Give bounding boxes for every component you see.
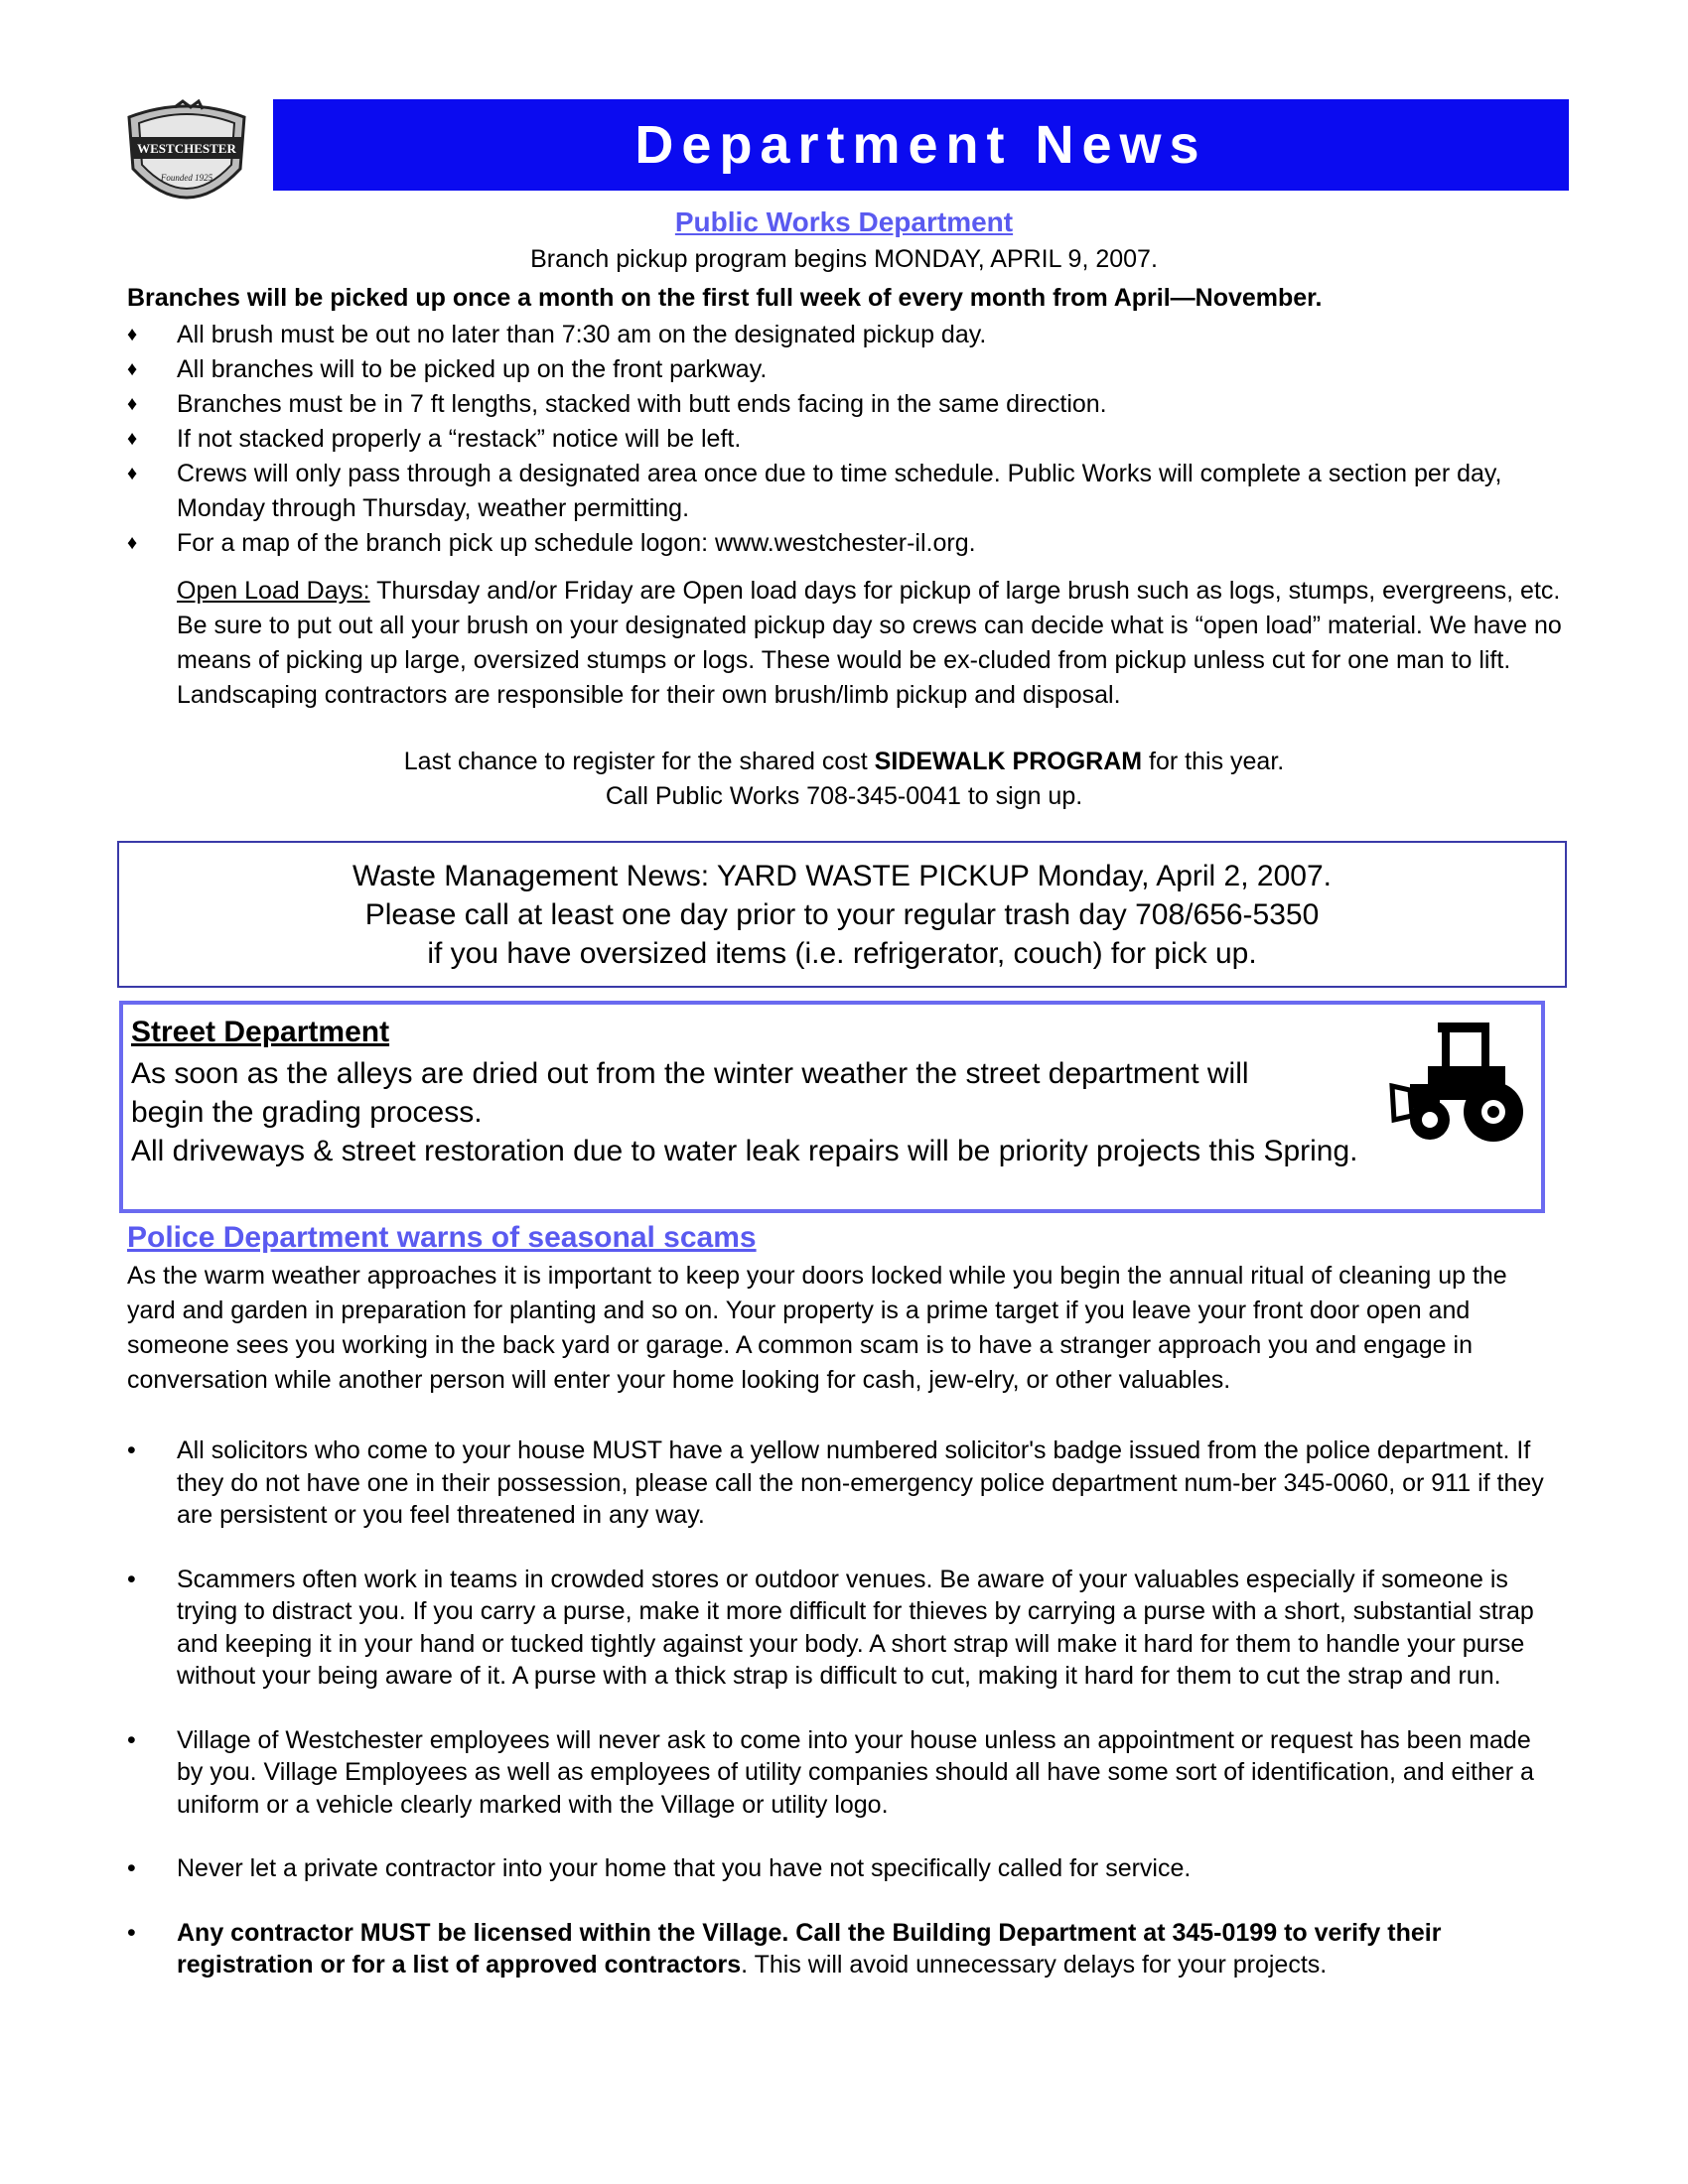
- sidewalk-program-name: SIDEWALK PROGRAM: [874, 748, 1143, 775]
- tractor-icon: [1388, 1017, 1527, 1148]
- police-department-title: Police Department warns of seasonal scams: [127, 1221, 757, 1254]
- waste-line: Please call at least one day prior to your regular trash day 708/656-5350: [364, 897, 1320, 931]
- diamond-bullet-icon: ♦: [127, 532, 138, 554]
- list-item-text: All solicitors who come to your house MUST have a yellow numbered solicitor's badge issued from the police department. If they do not have one in their possession, please call the non-emergency police department num-ber 345-0060, or 911 if they are persistent or you feel threatened in any way.: [177, 1436, 1544, 1529]
- list-item: [127, 387, 1557, 422]
- list-item: [127, 1724, 1557, 1822]
- bullet-icon: •: [127, 1436, 136, 1464]
- open-load-paragraph: [177, 574, 1567, 713]
- list-item: [127, 1852, 1557, 1885]
- police-tips-list: [127, 1434, 1557, 2013]
- list-item: [127, 457, 1557, 526]
- diamond-bullet-icon: ♦: [127, 358, 138, 380]
- list-item-text: . This will avoid unnecessary delays for your projects.: [741, 1951, 1328, 1979]
- diamond-bullet-icon: ♦: [127, 463, 138, 484]
- logo-subtext: Founded 1925: [160, 173, 213, 183]
- sidewalk-text: Last chance to register for the shared cost: [403, 748, 875, 775]
- list-item-text: All brush must be out no later than 7:30 am on the designated pickup day.: [177, 321, 987, 348]
- village-logo: [117, 99, 256, 216]
- list-item: [127, 526, 1557, 561]
- list-item: [127, 1564, 1557, 1693]
- waste-management-box: [117, 841, 1567, 988]
- list-item-text: All branches will to be picked up on the front parkway.: [177, 355, 768, 383]
- branch-schedule: Branches will be picked up once a month on the first full week of every month from April—November.: [127, 284, 1323, 312]
- waste-line: Waste Management News: YARD WASTE PICKUP Monday, April 2, 2007.: [352, 859, 1332, 892]
- bullet-icon: •: [127, 1854, 136, 1882]
- waste-line: if you have oversized items (i.e. refrigerator, couch) for pick up.: [427, 936, 1257, 970]
- public-works-phone: Call Public Works 708-345-0041 to sign up.: [605, 782, 1083, 810]
- sidewalk-program-line: [0, 748, 1688, 776]
- page-title: Department News: [273, 99, 1569, 191]
- police-intro: As the warm weather approaches it is important to keep your doors locked while you begin the annual ritual of cleaning up the yard and garden in preparation for planting and so on. Your property is a prime target if you leave your front door open and someone sees you working in the back yard or garage. A common scam is to have a stranger approach you and engage in conversation while another person will enter your home looking for cash, jew-elry, or other valuables.: [127, 1262, 1507, 1394]
- bullet-icon: •: [127, 1725, 136, 1754]
- list-item: [127, 422, 1557, 457]
- list-item-text: Never let a private contractor into your home that you have not specifically called for service.: [177, 1854, 1192, 1882]
- street-department-text: [131, 1054, 1402, 1170]
- list-item: [127, 318, 1557, 352]
- public-works-subtitle: Branch pickup program begins MONDAY, APRIL 9, 2007.: [530, 245, 1158, 273]
- diamond-bullet-icon: ♦: [127, 324, 138, 345]
- street-line: As soon as the alleys are dried out from the winter weather the street department will begin the grading process.: [131, 1057, 1249, 1129]
- street-line: All driveways & street restoration due to water leak repairs will be priority projects this Spring.: [131, 1135, 1358, 1167]
- street-department-title: Street Department: [131, 1016, 390, 1048]
- sidewalk-text: for this year.: [1142, 748, 1285, 775]
- open-load-text: Thursday and/or Friday are Open load days for pickup of large brush such as logs, stumps, evergreens, etc. Be sure to put out all your brush on your designated pickup day so crews can decide what is “open load” material. We have no means of picking up large, oversized stumps or logs. These would be ex-cluded from pickup unless cut for one man to lift. Landscaping contractors are responsible for their own brush/limb pickup and disposal.: [177, 577, 1562, 709]
- list-item: [127, 352, 1557, 387]
- public-works-title: Public Works Department: [674, 206, 1014, 237]
- list-item-text-bold: Any contractor MUST be licensed within the Village. Call the Building Department at 345-0199 to verify their registration or for a list of approved contractors: [177, 1918, 1442, 1979]
- diamond-bullet-icon: ♦: [127, 428, 138, 450]
- list-item-text: Village of Westchester employees will never ask to come into your house unless an appointment or request has been made by you. Village Employees as well as employees of utility companies should all have some sort of identification, and either a uniform or a vehicle clearly marked with the Village or utility logo.: [177, 1725, 1534, 1819]
- logo-text: WESTCHESTER: [137, 141, 236, 156]
- list-item-text: Scammers often work in teams in crowded stores or outdoor venues. Be aware of your valuables especially if someone is trying to distract you. If you carry a purse, make it more difficult for thieves by carrying a purse with a short, substantial strap and keeping it in your hand or tucked tightly against your body. A short strap will make it hard for them to handle your purse without your being aware of it. A purse with a thick strap is difficult to cut, making it hard for them to cut the strap and run.: [177, 1565, 1534, 1690]
- list-item: [127, 1917, 1557, 1981]
- list-item-text: Crews will only pass through a designated area once due to time schedule. Public Works will complete a section per day, Monday through Thursday, weather permitting.: [177, 460, 1502, 522]
- list-item-text: For a map of the branch pick up schedule logon: www.westchester-il.org.: [177, 529, 976, 557]
- bullet-icon: •: [127, 1918, 136, 1947]
- open-load-label: Open Load Days:: [177, 577, 370, 605]
- list-item: [127, 1434, 1557, 1532]
- diamond-bullet-icon: ♦: [127, 393, 138, 415]
- branch-rules-list: [127, 318, 1557, 561]
- bullet-icon: •: [127, 1565, 136, 1593]
- list-item-text: If not stacked properly a “restack” notice will be left.: [177, 425, 742, 453]
- list-item-text: Branches must be in 7 ft lengths, stacked with butt ends facing in the same direction.: [177, 390, 1107, 418]
